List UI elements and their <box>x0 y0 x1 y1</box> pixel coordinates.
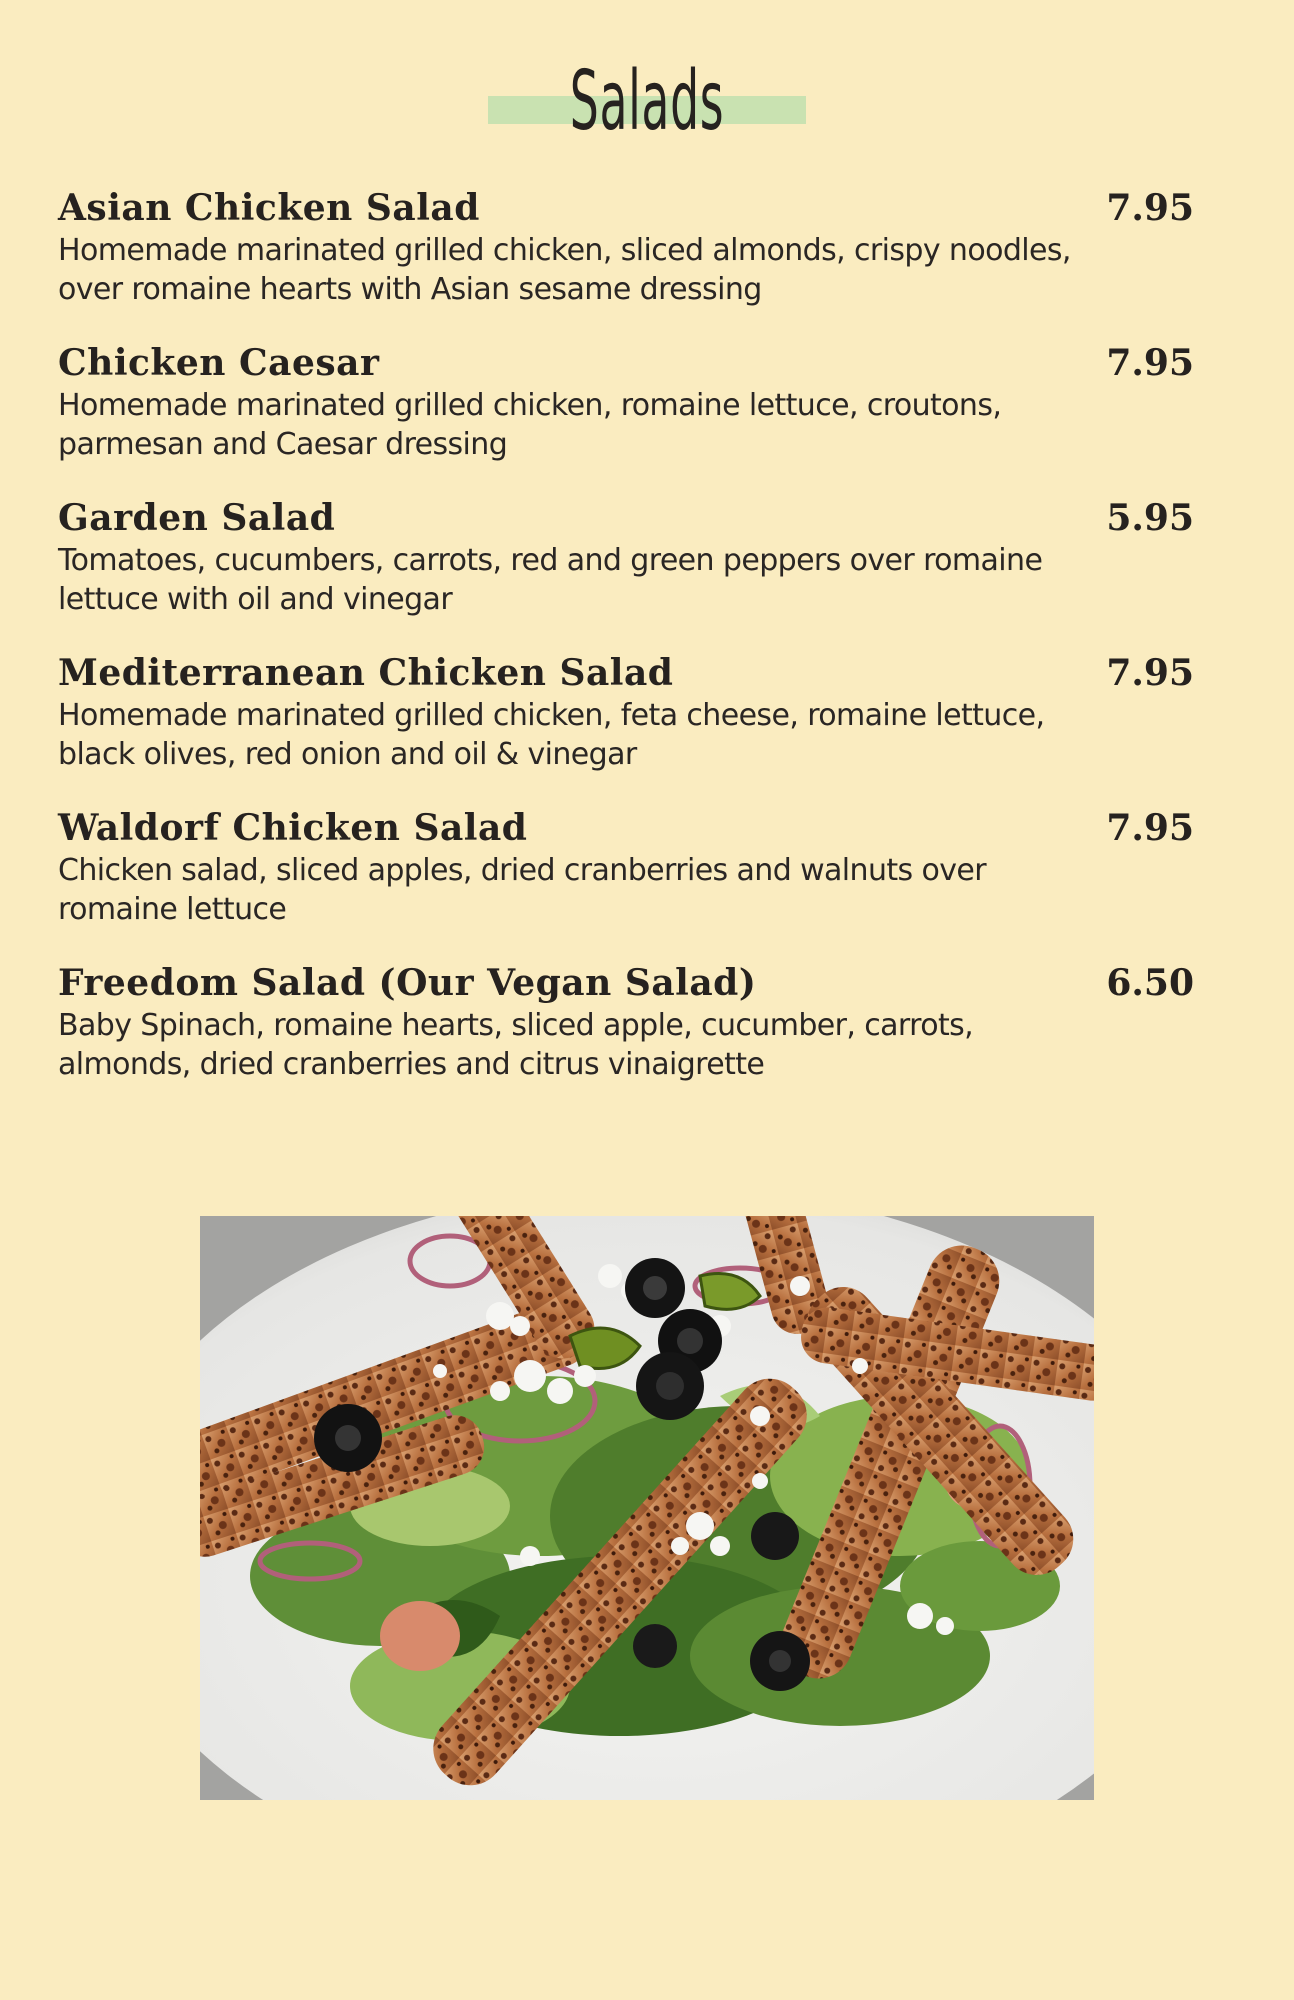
item-price: 7.95 <box>1106 652 1194 694</box>
menu-list <box>58 185 1194 1115</box>
item-name: Freedom Salad (Our Vegan Salad) <box>58 962 757 1004</box>
item-description: Homemade marinated grilled chicken, sliced almonds, crispy noodles, over romaine hearts with Asian sesame dressing <box>58 233 1071 307</box>
item-name: Asian Chicken Salad <box>58 187 480 229</box>
item-description: Chicken salad, sliced apples, dried cranberries and walnuts over romaine lettuce <box>58 853 987 927</box>
menu-item-waldorf-chicken-salad <box>58 805 1194 960</box>
page-header <box>0 52 1294 152</box>
item-name: Chicken Caesar <box>58 342 380 384</box>
item-description: Homemade marinated grilled chicken, feta cheese, romaine lettuce, black olives, red onion and oil & vinegar <box>58 698 1045 772</box>
item-description: Baby Spinach, romaine hearts, sliced apple, cucumber, carrots, almonds, dried cranberries and citrus vinaigrette <box>58 1008 974 1082</box>
item-name: Garden Salad <box>58 497 336 539</box>
menu-item-chicken-caesar <box>58 340 1194 495</box>
item-description: Tomatoes, cucumbers, carrots, red and green peppers over romaine lettuce with oil and vinegar <box>58 543 1043 617</box>
item-name: Waldorf Chicken Salad <box>58 807 528 849</box>
menu-item-mediterranean-chicken-salad <box>58 650 1194 805</box>
item-name: Mediterranean Chicken Salad <box>58 652 674 694</box>
item-description: Homemade marinated grilled chicken, romaine lettuce, croutons, parmesan and Caesar dressing <box>58 388 1002 462</box>
salad-photo <box>200 1216 1094 1800</box>
page-title: Salads <box>569 54 725 149</box>
item-price: 7.95 <box>1106 187 1194 229</box>
item-price: 7.95 <box>1106 342 1194 384</box>
menu-item-garden-salad <box>58 495 1194 650</box>
menu-item-asian-chicken-salad <box>58 185 1194 340</box>
salad-illustration <box>200 1216 1094 1800</box>
menu-item-freedom-salad <box>58 960 1194 1115</box>
item-price: 5.95 <box>1106 497 1194 539</box>
item-price: 7.95 <box>1106 807 1194 849</box>
item-price: 6.50 <box>1106 962 1194 1004</box>
